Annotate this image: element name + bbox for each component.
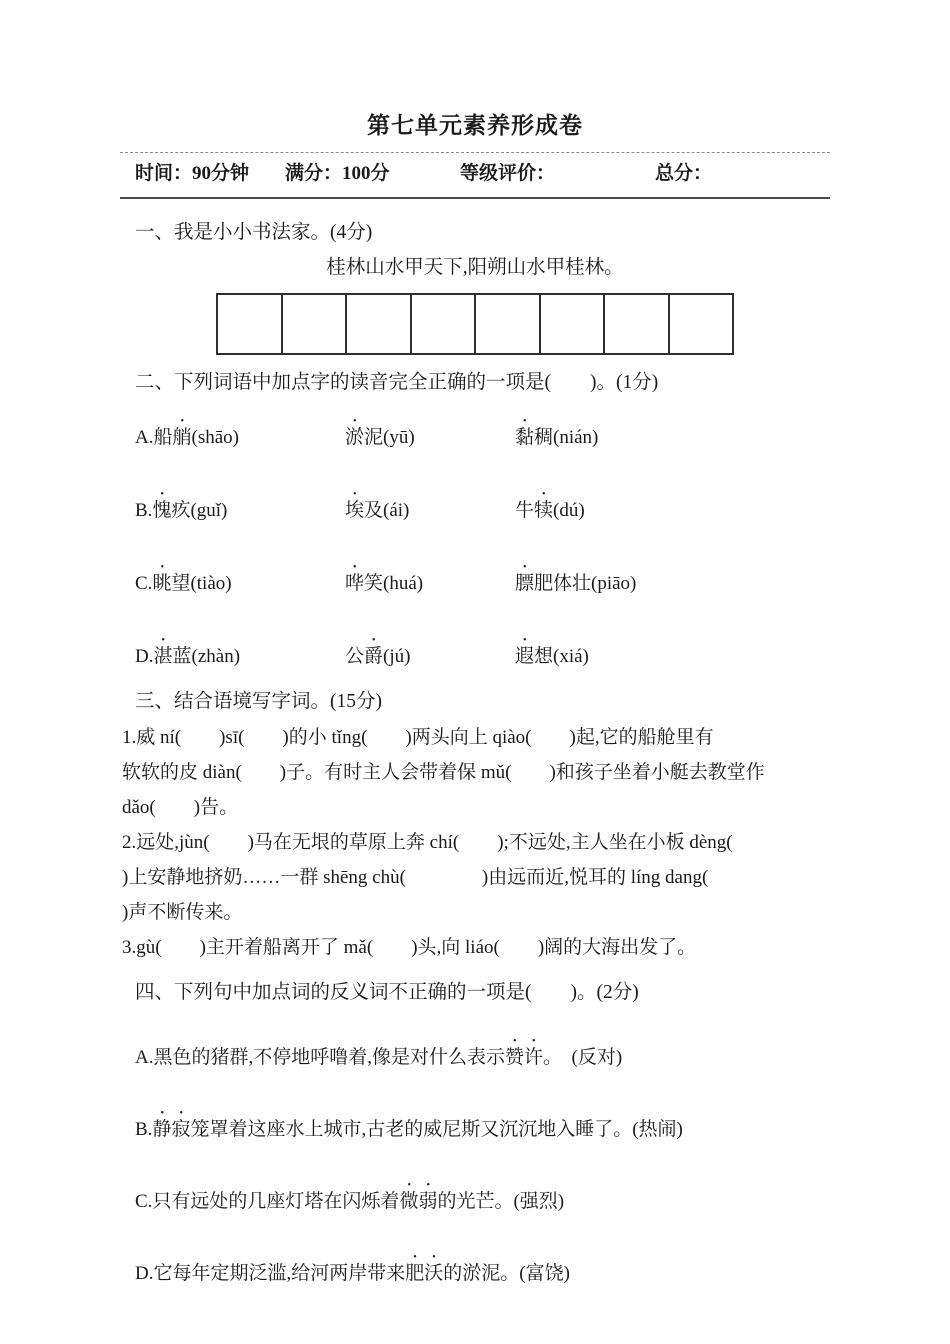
option-label: D. — [135, 646, 154, 667]
option-label: B. — [135, 500, 153, 521]
word-item: C.眺望(tiào) — [135, 573, 232, 594]
dotted-char: 埃 — [345, 500, 365, 521]
dotted-word: 赞许 — [504, 1047, 543, 1068]
calligraphy-cell — [474, 293, 541, 355]
dotted-char: 淤 — [345, 427, 365, 448]
fill-in-line: 软软的皮 diàn( )子。有时主人会带着保 mǔ( )和孩子坐着小艇去教堂作 — [122, 762, 765, 783]
dotted-char: 遐 — [515, 646, 535, 667]
info-grade-eval: 等级评价： — [460, 163, 556, 184]
option-row-a: A.黑色的猪群,不停地呼噜着,像是对什么表示赞许。 (反对) — [135, 1047, 623, 1068]
dotted-char: 艄 — [172, 427, 192, 448]
option-label: C. — [135, 573, 153, 594]
word-item: B.愧疚(guǐ) — [135, 500, 228, 521]
option-row-b: B.静寂笼罩着这座水上城市,古老的威尼斯又沉沉地入睡了。(热闹) — [135, 1119, 683, 1140]
dotted-word: 微弱 — [399, 1191, 438, 1212]
option-label: A. — [135, 427, 154, 448]
word-item: 遐想(xiá) — [515, 646, 589, 667]
word-item: 埃及(ái) — [345, 500, 410, 521]
section2-heading: 二、下列词语中加点字的读音完全正确的一项是( )。(1分) — [135, 372, 659, 393]
calligraphy-sentence: 桂林山水甲天下,阳朔山水甲桂林。 — [326, 257, 624, 278]
dotted-char: 愧 — [152, 500, 172, 521]
dotted-char: 爵 — [364, 646, 384, 667]
option-row-c: C.只有远处的几座灯塔在闪烁着微弱的光芒。(强烈) — [135, 1191, 565, 1212]
page-title: 第七单元素养形成卷 — [367, 112, 583, 138]
dotted-char: 膘 — [515, 573, 535, 594]
word-item: 牛犊(dú) — [515, 500, 585, 521]
fill-in-line: 3.gù( )主开着船离开了 mǎ( )头,向 liáo( )阔的大海出发了。 — [122, 937, 697, 958]
dotted-word: 静寂 — [152, 1119, 191, 1140]
dotted-char: 黏 — [515, 427, 535, 448]
section4-heading: 四、下列句中加点词的反义词不正确的一项是( )。(2分) — [135, 982, 639, 1003]
option-row-a — [120, 416, 830, 451]
info-time: 时间：90分钟 — [135, 163, 250, 184]
dotted-char: 犊 — [534, 500, 554, 521]
info-total-score: 总分： — [655, 163, 713, 184]
word-item: A.船艄(shāo) — [135, 427, 239, 448]
option-row-c — [120, 562, 830, 597]
fill-in-line: 2.远处,jùn( )马在无垠的草原上奔 chí( );不远处,主人坐在小板 dèng( — [122, 832, 733, 853]
word-item: 淤泥(yū) — [345, 427, 415, 448]
calligraphy-grid — [216, 293, 734, 355]
fill-in-line: )声不断传来。 — [122, 902, 243, 923]
dotted-char: 湛 — [153, 646, 173, 667]
fill-in-line: )上安静地挤奶……一群 shēng chù( )由远而近,悦耳的 líng dang( — [122, 867, 709, 888]
dotted-char: 眺 — [152, 573, 172, 594]
info-bar — [120, 152, 830, 199]
word-item: 黏稠(nián) — [515, 427, 599, 448]
word-item: D.湛蓝(zhàn) — [135, 646, 241, 667]
info-full-score: 满分：100分 — [285, 163, 390, 184]
dotted-word: 肥沃 — [405, 1263, 444, 1284]
word-item: 哗笑(huá) — [345, 573, 424, 594]
word-item: 膘肥体壮(piāo) — [515, 573, 637, 594]
fill-in-line: dǎo( )告。 — [122, 797, 239, 818]
calligraphy-cell — [281, 293, 348, 355]
calligraphy-cell — [216, 293, 283, 355]
fill-in-line: 1.威 ní( )sī( )的小 tǐng( )两头向上 qiào( )起,它的船舱里有 — [122, 727, 714, 748]
section1-heading: 一、我是小小书法家。(4分) — [135, 222, 373, 243]
calligraphy-cell — [668, 293, 735, 355]
calligraphy-cell — [345, 293, 412, 355]
calligraphy-cell — [410, 293, 477, 355]
option-row-d: D.它每年定期泛滥,给河两岸带来肥沃的淤泥。(富饶) — [135, 1263, 570, 1284]
calligraphy-cell — [539, 293, 606, 355]
dotted-char: 哗 — [345, 573, 365, 594]
option-row-b — [120, 489, 830, 524]
word-item: 公爵(jú) — [345, 646, 411, 667]
section3-heading: 三、结合语境写字词。(15分) — [135, 691, 382, 712]
option-row-d — [120, 635, 830, 670]
calligraphy-cell — [603, 293, 670, 355]
